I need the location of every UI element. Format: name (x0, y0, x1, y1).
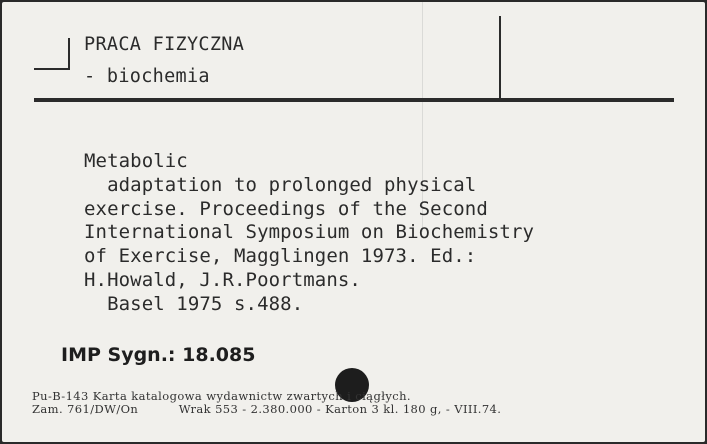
entry-line: exercise. Proceedings of the Second (84, 197, 488, 220)
subject-heading: PRACA FIZYCZNA (84, 34, 245, 55)
entry-line: Metabolic (84, 150, 188, 172)
entry-line: H.Howald, J.R.Poortmans. (84, 268, 361, 291)
header-left-rule (68, 38, 70, 70)
entry-line: of Exercise, Magglingen 1973. Ed.: (84, 245, 477, 268)
entry-line: adaptation to prolonged physical (84, 173, 477, 196)
header-bottom-rule (34, 98, 674, 102)
entry-line: International Symposium on Biochemistry (84, 221, 535, 244)
card-footer (32, 390, 501, 416)
bibliographic-entry (84, 150, 694, 317)
header-right-rule (499, 16, 501, 100)
footer-line-2: Zam. 761/DW/On Wrak 553 - 2.380.000 - Karton 3 kl. 180 g, - VIII.74. (32, 402, 502, 416)
entry-line: Basel 1975 s.488. (84, 292, 304, 315)
call-number: IMP Sygn.: 18.085 (61, 344, 256, 366)
footer-line-1: Pu-B-143 Karta katalogowa wydawnictw zwartych i ciągłych. (32, 389, 411, 403)
catalog-card (2, 2, 705, 442)
header-left-underline (34, 68, 70, 70)
subject-subheading: - biochemia (84, 66, 210, 87)
